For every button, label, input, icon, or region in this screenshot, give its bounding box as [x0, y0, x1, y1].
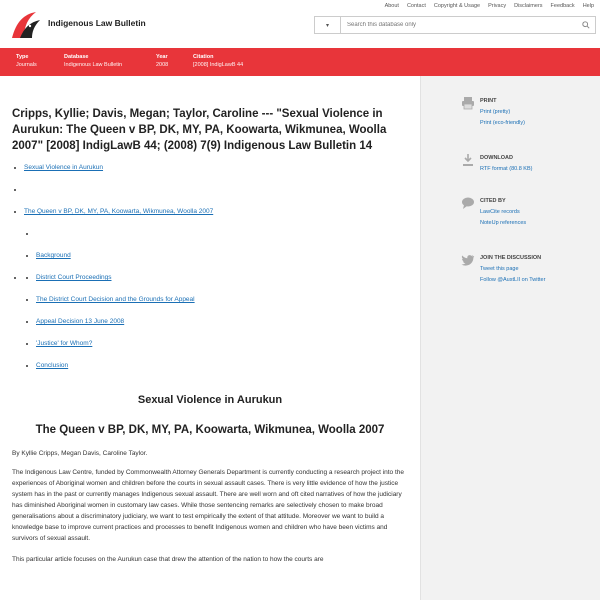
meta-database-value[interactable]: Indigenous Law Bulletin — [64, 62, 123, 68]
document-meta-band — [0, 48, 600, 76]
toc-link[interactable]: 'Justice' for Whom? — [36, 340, 93, 347]
nav-privacy[interactable]: Privacy — [488, 3, 507, 9]
toc-item — [36, 318, 408, 326]
noteup-link[interactable]: NoteUp references — [480, 220, 527, 226]
search-input[interactable] — [341, 17, 577, 33]
tweet-page-link[interactable]: Tweet this page — [480, 266, 519, 272]
toc-item — [36, 340, 408, 348]
toc-item — [24, 186, 408, 194]
top-navigation — [0, 0, 600, 13]
toc-item — [24, 164, 408, 172]
meta-type: Type Journals — [16, 54, 37, 68]
search-icon[interactable] — [577, 17, 595, 33]
speech-bubble-icon — [461, 196, 475, 210]
meta-database: Database Indigenous Law Bulletin — [64, 54, 123, 68]
download-section: DOWNLOAD RTF format (80.8 KB) — [480, 155, 533, 172]
discussion-section: JOIN THE DISCUSSION Tweet this page Follow @AustLII on Twitter — [480, 255, 546, 283]
toc-item — [36, 296, 408, 304]
print-eco-link[interactable]: Print (eco-friendly) — [480, 120, 525, 126]
print-pretty-link[interactable]: Print (pretty) — [480, 109, 511, 115]
site-title[interactable]: Indigenous Law Bulletin — [48, 18, 146, 28]
print-section: PRINT Print (pretty) Print (eco-friendly) — [480, 98, 525, 126]
toc-item — [36, 252, 408, 260]
section-heading: Sexual Violence in Aurukun — [137, 394, 283, 406]
printer-icon — [461, 96, 475, 110]
cited-by-section: CITED BY LawCite records NoteUp references — [480, 198, 527, 226]
follow-twitter-link[interactable]: Follow @AustLII on Twitter — [480, 277, 546, 283]
nav-contact[interactable]: Contact — [406, 3, 426, 9]
toc-link[interactable]: Sexual Violence in Aurukun — [24, 164, 104, 171]
case-heading: The Queen v BP, DK, MY, PA, Koowarta, Wikmunea, Woolla 2007 — [35, 424, 385, 436]
toc-link[interactable]: Conclusion — [36, 362, 69, 369]
table-of-contents — [12, 164, 408, 370]
rtf-download-link[interactable]: RTF format (80.8 KB) — [480, 166, 533, 172]
meta-type-value[interactable]: Journals — [16, 62, 37, 68]
toc-link[interactable]: The District Court Decision and the Grounds for Appeal — [36, 296, 195, 303]
toc-item — [24, 274, 408, 370]
meta-year: Year 2008 — [156, 54, 169, 68]
nav-help[interactable]: Help — [582, 3, 594, 9]
search-scope-dropdown[interactable]: ▾ — [315, 17, 341, 33]
body-paragraph: The Indigenous Law Centre, funded by Commonwealth Attorney Generals Department is currently conducting a research project into the experiences of Aboriginal women and children before the courts in sexual assault cases. There is very little evidence of how the justice system has in the past or currently manages Indigenous sexual assault. There are well worn and oft cited narratives of how the judiciary has diminished Aboriginal women in customary law cases. While those sentencing remarks are selectively chosen to make broad generalisations about a discriminatory judiciary, we want to test empirically the extent of that attitude. Moreover we want to build a knowledge base to improve current practices and processes to benefit Indigenous women and children who have been victims and survivors of sexual assault. — [12, 469, 405, 542]
sidebar — [420, 76, 600, 600]
document-title: Cripps, Kyllie; Davis, Megan; Taylor, Caroline --- "Sexual Violence in Aurukun: The Queen v BP, DK, MY, PA, Koowarta, Wikmunea, Woolla 2007" [2008] IndigLawB 44; (2008) 7(9) Indigenous Law Bulletin 14 — [12, 108, 387, 152]
byline: By Kyllie Cripps, Megan Davis, Caroline Taylor. — [12, 450, 148, 457]
toc-item — [36, 230, 408, 238]
meta-citation: Citation [2008] IndigLawB 44 — [193, 54, 244, 68]
nav-feedback[interactable]: Feedback — [550, 3, 575, 9]
search-bar — [314, 16, 596, 34]
document-body — [0, 76, 420, 600]
body-paragraph: This particular article focuses on the Aurukun case that drew the attention of the nation to how the courts are — [12, 556, 324, 563]
meta-citation-value[interactable]: [2008] IndigLawB 44 — [193, 62, 244, 68]
toc-link[interactable]: Background — [36, 252, 71, 259]
nav-disclaimers[interactable]: Disclaimers — [514, 3, 543, 9]
lawcite-link[interactable]: LawCite records — [480, 209, 520, 215]
twitter-icon — [461, 253, 475, 267]
toc-item — [36, 362, 408, 370]
download-icon — [461, 153, 475, 167]
toc-link[interactable]: District Court Proceedings — [36, 274, 112, 281]
toc-item — [24, 208, 408, 260]
toc-link[interactable]: Appeal Decision 13 June 2008 — [36, 318, 125, 325]
meta-year-value[interactable]: 2008 — [156, 62, 169, 68]
toc-link[interactable]: The Queen v BP, DK, MY, PA, Koowarta, Wikmunea, Woolla 2007 — [24, 208, 214, 215]
nav-about[interactable]: About — [384, 3, 399, 9]
toc-item — [36, 274, 408, 282]
nav-copyright[interactable]: Copyright & Usage — [433, 3, 481, 9]
